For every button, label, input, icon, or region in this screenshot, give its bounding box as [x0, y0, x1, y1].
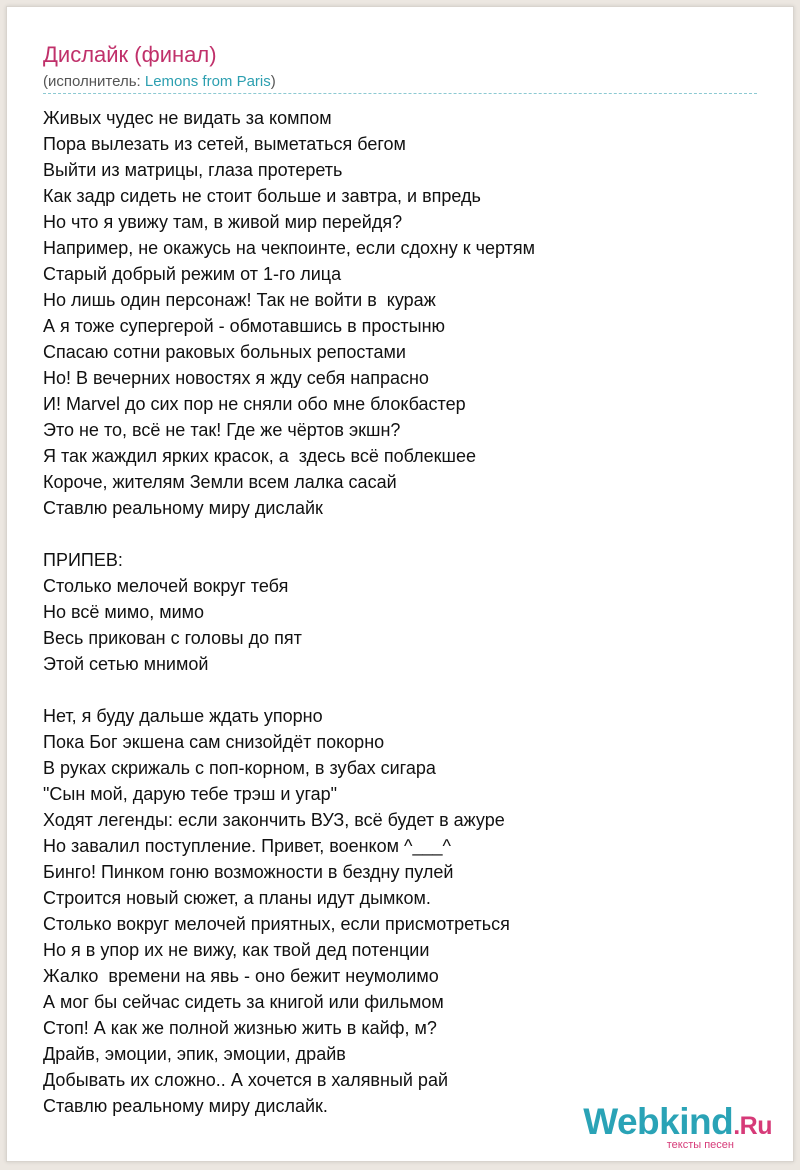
lyrics-line: Стоп! А как же полной жизнью жить в кайф, м?: [43, 1018, 437, 1038]
lyrics-blank-line: [43, 521, 535, 547]
lyrics-line: Добывать их сложно.. А хочется в халявный рай: [43, 1070, 449, 1090]
song-title: Дислайк (финал): [43, 42, 217, 67]
lyrics-line: Ходят легенды: если закончить ВУЗ, всё будет в ажуре: [43, 810, 505, 830]
lyrics-line: Живых чудес не видать за компом: [43, 108, 332, 128]
lyrics-line: Этой сетью мнимой: [43, 654, 209, 674]
lyrics-text: [43, 105, 535, 1119]
divider: [43, 93, 757, 94]
lyrics-line: Короче, жителям Земли всем лалка сасай: [43, 472, 397, 492]
lyrics-line: Бинго! Пинком гоню возможности в бездну пулей: [43, 862, 454, 882]
lyrics-line: Как задр сидеть не стоит больше и завтра, и впредь: [43, 186, 481, 206]
lyrics-line: Но я в упор их не вижу, как твой дед потенции: [43, 940, 430, 960]
lyrics-line: Старый добрый режим от 1-го лица: [43, 264, 342, 284]
lyrics-line: Но! В вечерних новостях я жду себя напрасно: [43, 368, 429, 388]
performer-line: [43, 73, 276, 90]
lyrics-line: А я тоже супергерой - обмотавшись в простыню: [43, 316, 446, 336]
lyrics-line: Пора вылезать из сетей, выметаться бегом: [43, 134, 406, 154]
logo-name: Webkind: [583, 1101, 734, 1142]
lyrics-line: Но что я увижу там, в живой мир перейдя?: [43, 212, 403, 232]
lyrics-line: Драйв, эмоции, эпик, эмоции, драйв: [43, 1044, 346, 1064]
lyrics-line: Это не то, всё не так! Где же чёртов экшн?: [43, 420, 401, 440]
lyrics-line: В руках скрижаль с поп-корном, в зубах сигара: [43, 758, 436, 778]
lyrics-line: Спасаю сотни раковых больных репостами: [43, 342, 406, 362]
lyrics-line: Весь прикован с головы до пят: [43, 628, 302, 648]
performer-suffix: ): [270, 73, 276, 90]
lyrics-line: "Сын мой, дарую тебе трэш и угар": [43, 784, 338, 804]
lyrics-line: ПРИПЕВ:: [43, 550, 123, 570]
lyrics-blank-line: [43, 677, 535, 703]
lyrics-line: Строится новый сюжет, а планы идут дымком.: [43, 888, 431, 908]
logo-tagline: тексты песен: [666, 1139, 734, 1151]
lyrics-line: Ставлю реальному миру дислайк.: [43, 1096, 328, 1116]
logo-tld: .Ru: [733, 1112, 772, 1140]
lyrics-line: Ставлю реальному миру дислайк: [43, 498, 323, 518]
performer-prefix: (исполнитель:: [43, 73, 145, 90]
lyrics-line: Нет, я буду дальше ждать упорно: [43, 706, 323, 726]
lyrics-line: Пока Бог экшена сам снизойдёт покорно: [43, 732, 385, 752]
lyrics-line: Но всё мимо, мимо: [43, 602, 205, 622]
lyrics-line: Выйти из матрицы, глаза протереть: [43, 160, 343, 180]
lyrics-line: Но лишь один персонаж! Так не войти в кураж: [43, 290, 436, 310]
lyrics-line: Но завалил поступление. Привет, военком ^___^: [43, 836, 451, 856]
lyrics-line: Например, не окажусь на чекпоинте, если сдохну к чертям: [43, 238, 535, 258]
lyrics-line: Жалко времени на явь - оно бежит неумолимо: [43, 966, 439, 986]
lyrics-line: И! Marvel до сих пор не сняли обо мне блокбастер: [43, 394, 466, 414]
lyrics-line: Столько мелочей вокруг тебя: [43, 576, 289, 596]
lyrics-line: А мог бы сейчас сидеть за книгой или фильмом: [43, 992, 444, 1012]
site-logo[interactable]: [583, 1102, 772, 1151]
lyrics-line: Столько вокруг мелочей приятных, если присмотреться: [43, 914, 510, 934]
performer-link[interactable]: Lemons from Paris: [144, 73, 271, 90]
lyrics-line: Я так жаждил ярких красок, а здесь всё поблекшее: [43, 446, 477, 466]
